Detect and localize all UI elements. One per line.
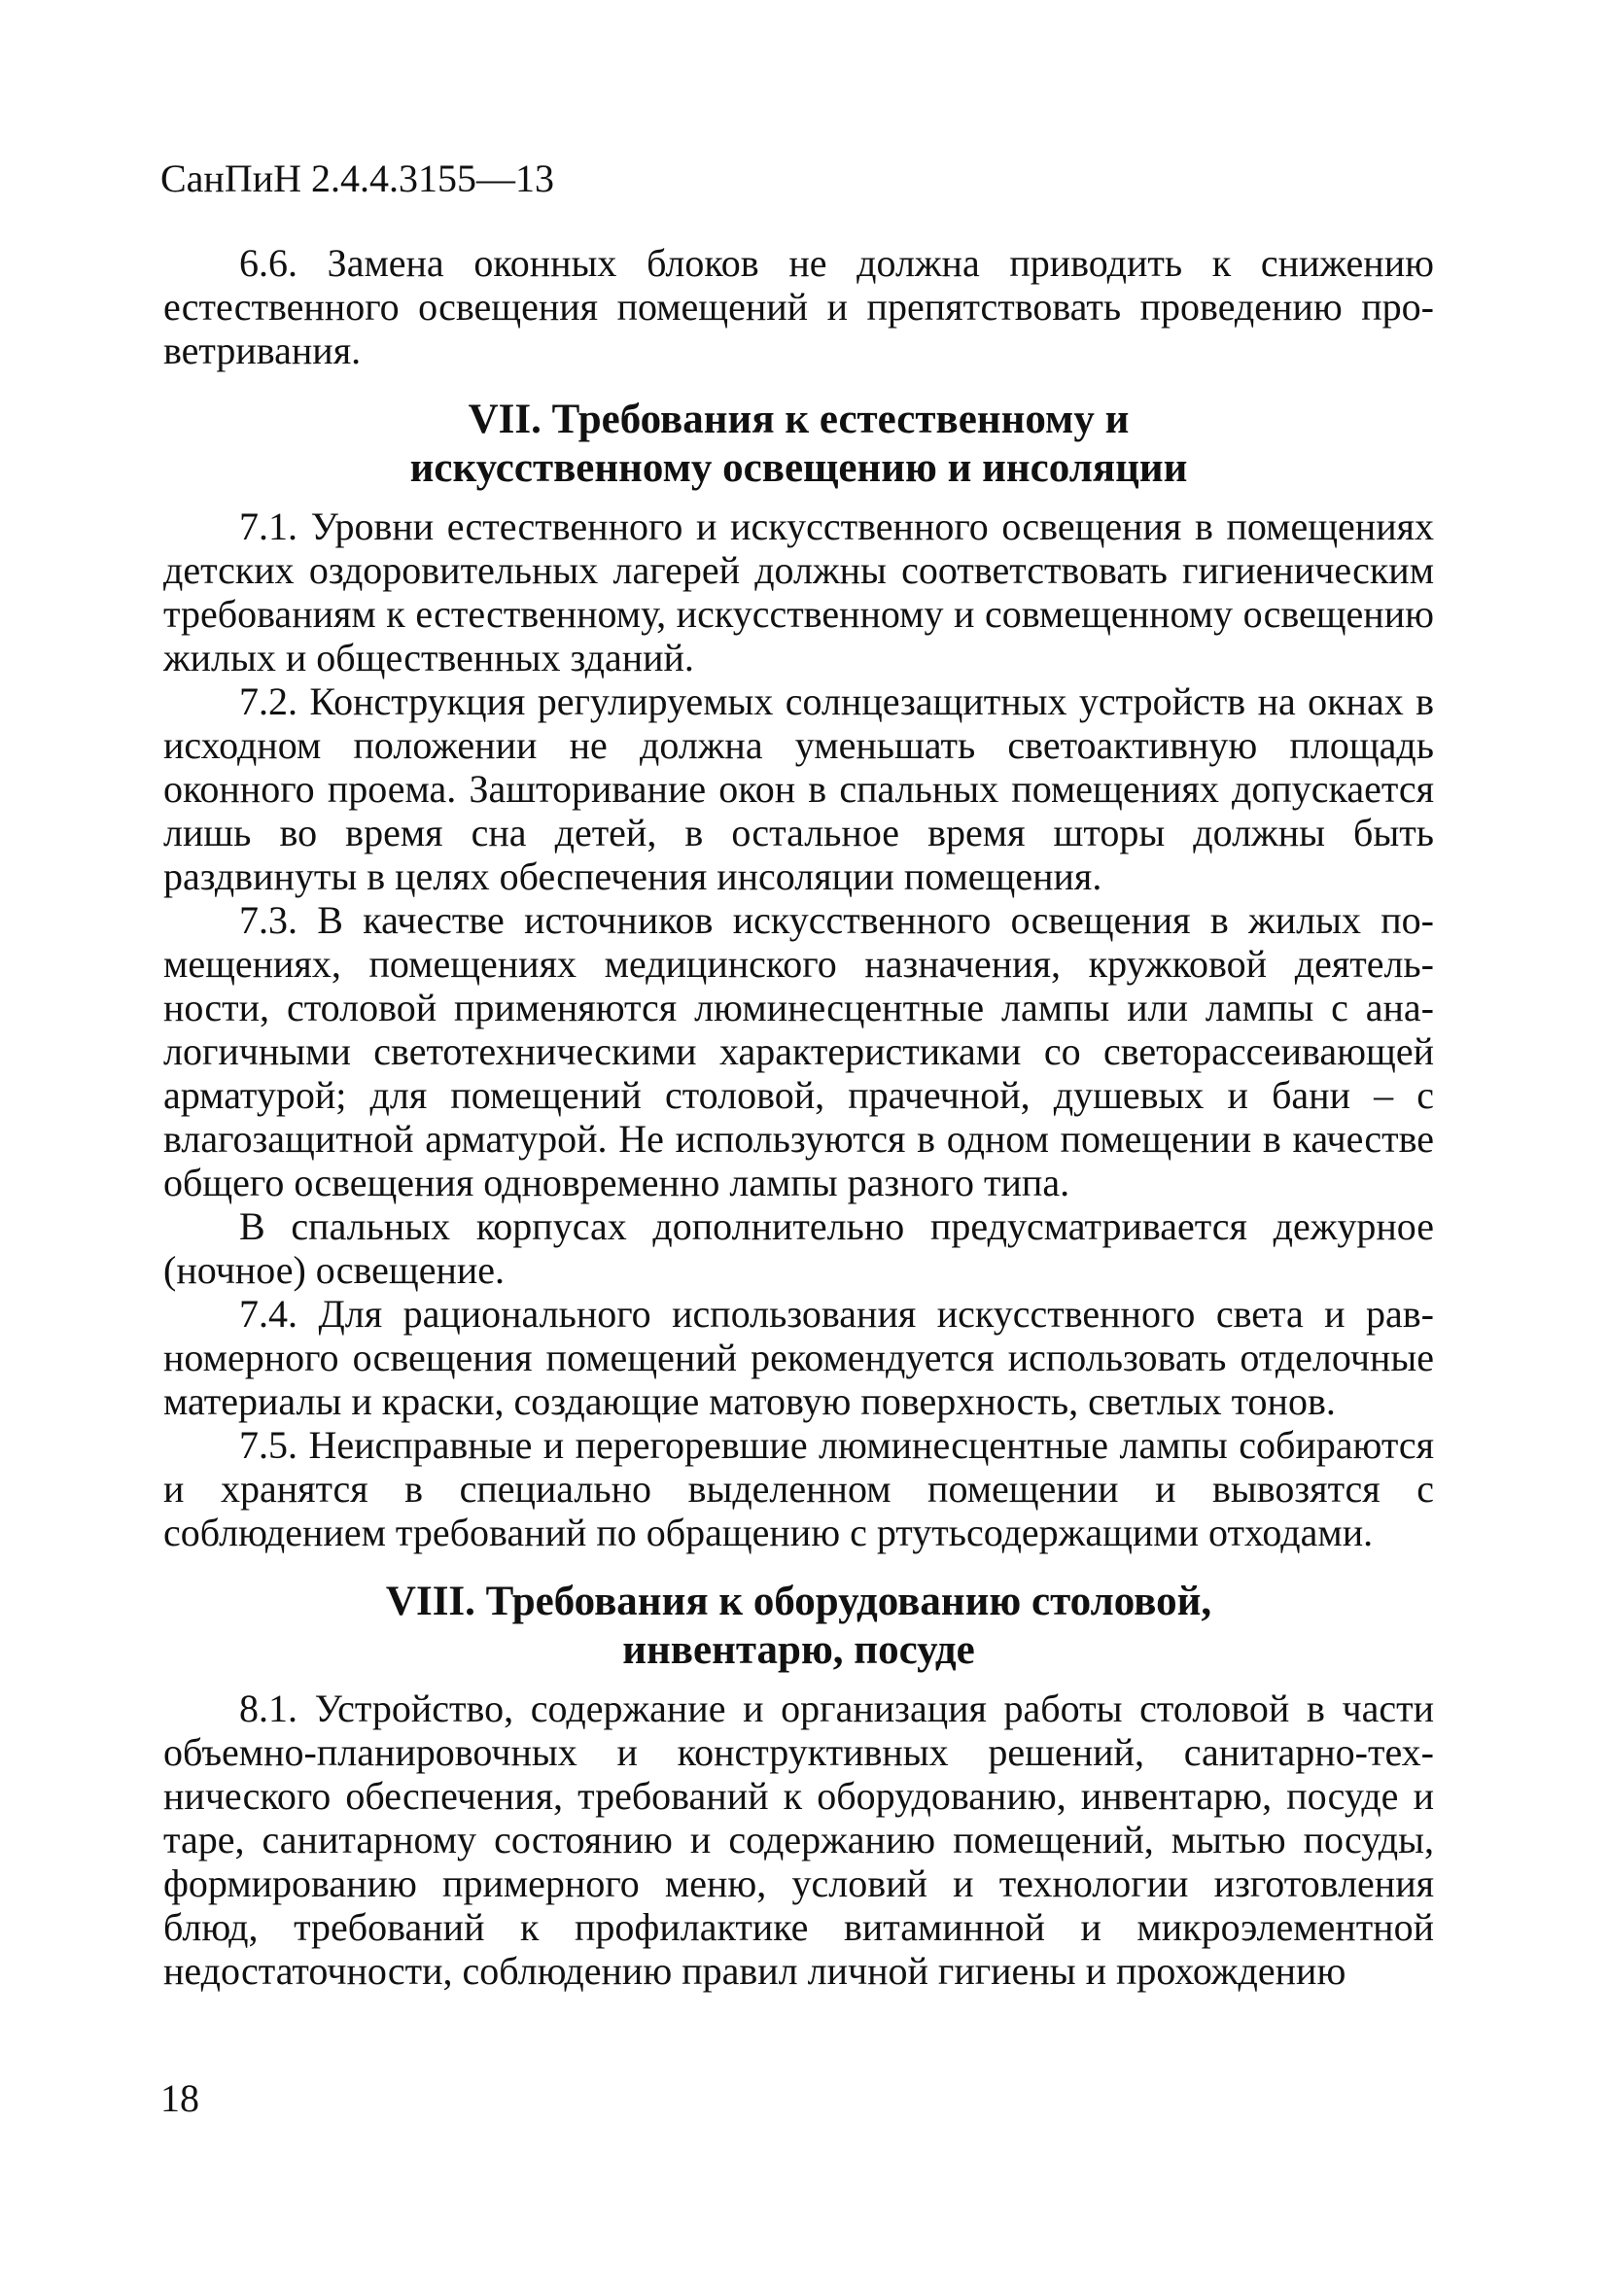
paragraph-7-3-continued: В спальных корпусах дополнительно предусматривается дежурное (ночное) освещение.	[163, 1204, 1434, 1292]
paragraph-7-3: 7.3. В качестве источников искусственного освещения в жилых помещениях, помещениях медицинского назначения, кружковой деятельности, столовой применяются люминесцентные лампы или лампы с аналогичными светотехническими характеристиками со светорассеивающей арматурой; для помещений столовой, прачечной, душевых и бани – с влагозащитной арматурой. Не используются в одном помещении в качестве общего освещения одновременно лампы разного типа.	[163, 898, 1434, 1204]
section-heading-viii-line1: VIII. Требования к оборудованию столовой,	[385, 1579, 1212, 1624]
section-heading-viii	[163, 1578, 1434, 1675]
section-heading-vii-line2: искусственному освещению и инсоляции	[409, 445, 1188, 491]
section-heading-vii-line1: VII. Требования к естественному и	[468, 397, 1130, 442]
document-code-header: СанПиН 2.4.4.3155—13	[160, 157, 555, 200]
paragraph-8-1: 8.1. Устройство, содержание и организация работы столовой в части объемно-планировочных и конструктивных решений, санитарно-технического обеспечения, требований к оборудованию, инвентарю, посуде и таре, санитарному состоянию и содержанию помещений, мытью посуды, формированию примерного меню, условий и технологии изготовления блюд, требований к профилактике витаминной и микроэлементной недостаточности, соблюдению правил личной гигиены и прохождению	[163, 1687, 1434, 1993]
paragraph-6-6: 6.6. Замена оконных блоков не должна приводить к снижению естественного освещения помещений и препятствовать проведению проветривания.	[163, 241, 1434, 372]
section-heading-vii	[163, 396, 1434, 493]
section-heading-viii-line2: инвентарю, посуде	[622, 1627, 975, 1673]
paragraph-7-2: 7.2. Конструкция регулируемых солнцезащитных устройств на окнах в исходном положении не должна уменьшать светоактивную площадь оконного проема. Зашторивание окон в спальных помещениях допускается лишь во время сна детей, в остальное время шторы должны быть раздвинуты в целях обеспечения инсоляции помещения.	[163, 679, 1434, 898]
paragraph-7-5: 7.5. Неисправные и перегоревшие люминесцентные лампы собираются и хранятся в специально выделенном помещении и вывозятся с соблюдением требований по обращению с ртутьсодержащими отходами.	[163, 1423, 1434, 1554]
page-number: 18	[160, 2076, 199, 2120]
paragraph-7-1: 7.1. Уровни естественного и искусственного освещения в помещениях детских оздоровительных лагерей должны соответствовать гигиеническим требованиям к естественному, искусственному и совмещенному освещению жилых и общественных зданий.	[163, 504, 1434, 679]
document-body	[163, 241, 1434, 1993]
paragraph-7-4: 7.4. Для рационального использования искусственного света и равномерного освещения помещений рекомендуется использовать отделочные материалы и краски, создающие матовую поверхность, светлых тонов.	[163, 1292, 1434, 1423]
